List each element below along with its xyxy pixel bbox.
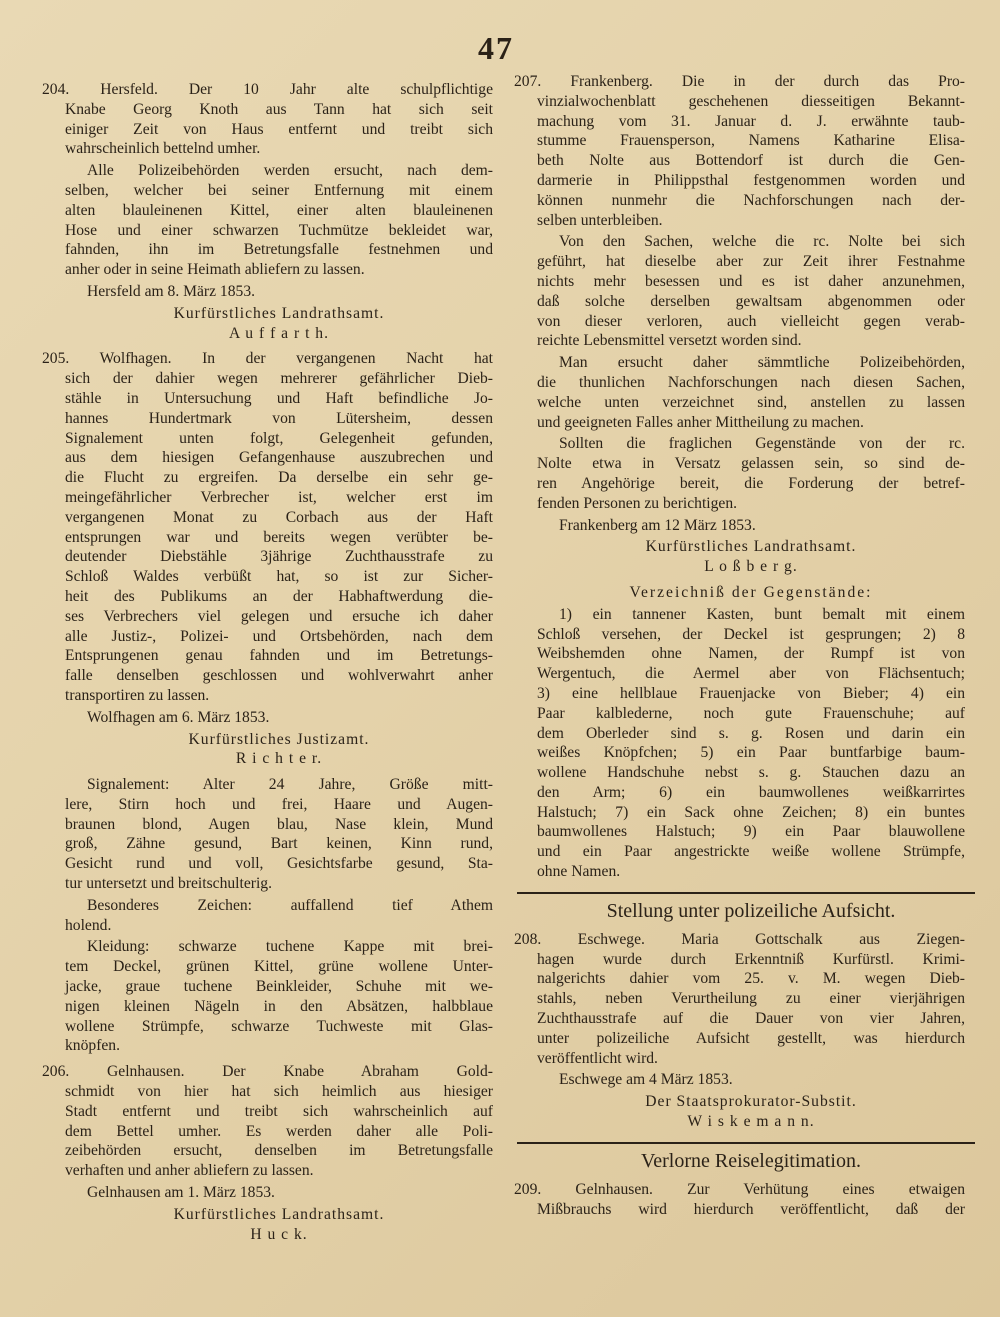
divider — [517, 1142, 975, 1144]
text-line: dem Bettel umher. Es werden daher alle Poli- — [65, 1122, 493, 1140]
text-line: deutender Diebstähle 3jährige Zuchthausstrafe zu — [65, 548, 493, 566]
text-line: tur untersetzt und breitschulterig. — [65, 875, 272, 893]
signature — [537, 1092, 965, 1132]
left-column — [42, 80, 493, 1250]
paragraph — [65, 775, 493, 894]
paragraph — [65, 161, 493, 280]
paragraph — [537, 232, 965, 351]
text-line: die thunlichen Nachforschungen nach diesen Sachen, — [537, 373, 965, 391]
text-line: veröffentlicht wird. — [537, 1049, 658, 1067]
text-line: Entsprungenen genau fahnden und im Betretungs- — [65, 647, 493, 665]
text-line: daß solche derselben gewaltsam abgenommen oder — [537, 292, 965, 310]
text-line: machung vom 31. Januar d. J. erwähnte taub- — [537, 112, 965, 130]
text-line: nalgerichts dahier vom 25. v. M. wegen Dieb- — [537, 970, 965, 988]
date-line — [65, 282, 493, 302]
text-line: A u f f a r t h. — [228, 324, 329, 342]
numbered-notice — [42, 349, 493, 705]
text-line: jacke, graue tuchene Beinkleider, Schuhe mit we- — [65, 978, 493, 996]
text-line: Alle Polizeibehörden werden ersucht, nach dem- — [87, 162, 493, 180]
text-line: fenden Personen zu berichtigen. — [537, 494, 738, 512]
text-line: Hersfeld am 8. März 1853. — [87, 282, 256, 300]
text-line: Halstuch; 7) ein Sack ohne Zeichen; 8) ein buntes — [537, 803, 965, 821]
text-line: nichts mehr besessen und es ist daher anzunehmen, — [537, 272, 965, 290]
paragraph — [65, 937, 493, 1056]
text-line: Von den Sachen, welche die rc. Nolte bei sich — [559, 233, 965, 251]
text-line: groß, Zähne gesund, Bart keinen, Kinn rund, — [65, 835, 493, 853]
text-line: Stellung unter polizeiliche Aufsicht. — [606, 899, 896, 922]
text-line: Man ersucht daher sämmtliche Polizeibehörden, — [559, 354, 965, 372]
text-line: stahls, neben Verurtheilung zu einer vierjährigen — [537, 990, 965, 1008]
text-line: wollene Handschuhe nebst s. g. Stauchen dazu an — [537, 764, 965, 782]
section-heading — [537, 898, 965, 924]
text-line: und geeigneten Falles anher Mittheilung zu machen. — [537, 413, 864, 431]
text-line: Wergentuch, die Aermel aber von Flächsentuch; — [537, 665, 965, 683]
text-line: Nolte etwa in Versatz gelassen sein, so sind de- — [537, 455, 965, 473]
text-line: Verzeichniß der Gegenstände: — [629, 583, 873, 601]
text-line: hagen wurde durch Erkenntniß Kurfürstl. Krimi- — [537, 950, 965, 968]
signature — [65, 304, 493, 344]
text-line: weißes Knöpfchen; 5) ein Paar buntfarbige baum- — [537, 744, 965, 762]
text-line: knöpfen. — [65, 1037, 120, 1055]
text-line: ohne Namen. — [537, 863, 621, 881]
text-line: Zuchthausstrafe auf die Dauer von vier Jahren, — [537, 1010, 965, 1028]
text-line: Kurfürstliches Justizamt. — [188, 730, 370, 748]
text-line: Besonderes Zeichen: auffallend tief Athem — [87, 896, 493, 914]
text-line: nigen kleinen Nägeln in den Absätzen, halbblaue — [65, 997, 493, 1015]
text-line: aus dem hiesigen Gefangenhause auszubrechen und — [65, 449, 493, 467]
paragraph — [537, 605, 965, 882]
text-line: Sollten die fraglichen Gegenstände von der rc. — [559, 435, 965, 453]
text-line: 1) ein tannener Kasten, bunt bemalt mit einem — [559, 605, 965, 623]
text-line: selben, welcher bei seiner Entfernung mit einem — [65, 181, 493, 199]
paragraph — [65, 896, 493, 936]
text-line: Gesicht rund und voll, Gesichtsfarbe gesund, Sta- — [65, 855, 493, 873]
text-line: stumme Frauensperson, Namens Katharine Elisa- — [537, 132, 965, 150]
text-line: Schloß versehen, der Deckel ist gesprungen; 2) 8 — [537, 625, 965, 643]
text-line: 204. Hersfeld. Der 10 Jahr alte schulpflichtige — [42, 81, 493, 98]
date-line — [537, 516, 965, 536]
text-line: Weibshemden ohne Namen, der Rumpf ist von — [537, 645, 965, 663]
text-line: Mißbrauchs wird hierdurch veröffentlicht, daß der — [537, 1200, 965, 1218]
text-line: meingefährlicher Verbrecher ist, welcher erst im — [65, 488, 493, 506]
text-line: transportiren zu lassen. — [65, 686, 210, 704]
text-line: lere, Stirn hoch und frei, Haare und Augen- — [65, 795, 493, 813]
text-line: holend. — [65, 916, 112, 934]
date-line — [537, 1070, 965, 1090]
text-line: braunen blond, Augen blau, Nase klein, Mund — [65, 815, 493, 833]
text-line: und ein Paar angestrickte weiße wollene Strümpfe, — [537, 843, 965, 861]
text-line: heit des Publikums an der Habhaftwerdung die- — [65, 587, 493, 605]
text-line: L o ß b e r g. — [704, 558, 798, 576]
text-line: entsprungen war und bereits wegen verübter be- — [65, 528, 493, 546]
text-line: tem Deckel, grünen Kittel, grüne wollene Unter- — [65, 958, 493, 976]
text-line: anher oder in seine Heimath abliefern zu lassen. — [65, 261, 365, 279]
text-line: ses Verbrechers viel gelegen und ersuche ich daher — [65, 607, 493, 625]
text-line: baumwollenes Halstuch; 9) ein Paar blauwollene — [537, 823, 965, 841]
text-line: R i c h t e r. — [235, 750, 323, 768]
text-line: Paar kalblederne, noch gute Frauenschuhe; auf — [537, 704, 965, 722]
text-line: 209. Gelnhausen. Zur Verhütung eines etwaigen — [514, 1180, 965, 1198]
text-line: dem Oberleder sind s. g. Rosen und darin ein — [537, 724, 965, 742]
text-line: unter polizeiliche Aufsicht gestellt, was hierdurch — [537, 1029, 965, 1047]
text-line: wahrscheinlich bettelnd umher. — [65, 140, 261, 158]
text-line: Wolfhagen am 6. März 1853. — [87, 708, 270, 726]
signature — [537, 537, 965, 577]
text-line: zeibehörden ersucht, denselben im Betretungsfalle — [65, 1142, 493, 1160]
text-line: sich der dahier wegen mehrerer gefährlicher Dieb- — [65, 370, 493, 388]
text-line: Gelnhausen am 1. März 1853. — [87, 1184, 275, 1202]
text-line: Hose und einer schwarzen Tuchmütze bekleidet war, — [65, 221, 493, 239]
text-line: den Arm; 6) ein baumwollenes weißkarrirtes — [537, 783, 965, 801]
text-line: hannes Hundertmark von Lütersheim, dessen — [65, 409, 493, 427]
text-line: Frankenberg am 12 März 1853. — [559, 516, 756, 534]
divider — [517, 892, 975, 894]
text-line: falle denselben geschlossen und wohlverwahrt anher — [65, 667, 493, 685]
text-line: 208. Eschwege. Maria Gottschalk aus Ziegen- — [514, 930, 965, 948]
text-line: 207. Frankenberg. Die in der durch das Pro- — [514, 73, 965, 90]
text-line: Kurfürstliches Landrathsamt. — [645, 538, 857, 556]
list-heading — [537, 583, 965, 603]
text-line: Kleidung: schwarze tuchene Kappe mit brei- — [87, 938, 493, 956]
text-line: geführt, hat dieselbe aber zur Zeit ihrer Festnahme — [537, 253, 965, 271]
text-line: von dieser verloren, auch vielleicht gegen verab- — [537, 312, 965, 330]
numbered-notice — [42, 1062, 493, 1181]
text-line: reichte Lebensmittel versetzt worden sind. — [537, 332, 802, 350]
text-line: schmidt von hier hat sich heimlich aus hiesiger — [65, 1083, 493, 1101]
date-line — [65, 708, 493, 728]
text-line: ren Angehörige bereit, die Forderung der betref- — [537, 474, 965, 492]
text-line: Knabe Georg Knoth aus Tann hat sich seit — [65, 100, 493, 118]
text-line: verhaften und anher abliefern zu lassen. — [65, 1162, 314, 1180]
text-line: Kurfürstliches Landrathsamt. — [173, 304, 385, 322]
text-line: darmerie in Philippsthal festgenommen worden und — [537, 171, 965, 189]
text-line: W i s k e m a n n. — [687, 1113, 815, 1131]
numbered-notice — [514, 930, 965, 1069]
date-line — [65, 1183, 493, 1203]
signature — [65, 1205, 493, 1245]
text-line: Signalement: Alter 24 Jahre, Größe mitt- — [87, 776, 493, 794]
text-line: einiger Zeit von Haus entfernt und treibt sich — [65, 120, 493, 138]
text-line: können nunmehr die Nachforschungen nach der- — [537, 191, 965, 209]
right-column — [514, 72, 965, 1221]
text-line: Schloß Waldes verbüßt hat, so ist zur Sicher- — [65, 568, 493, 586]
text-line: vinzialwochenblatt geschehenen diesseitigen Bekannt- — [537, 92, 965, 110]
text-line: Stadt entfernt und treibt sich wahrscheinlich auf — [65, 1102, 493, 1120]
text-line: selben unterbleiben. — [537, 211, 663, 229]
section-heading — [537, 1148, 965, 1174]
text-line: Kurfürstliches Landrathsamt. — [173, 1205, 385, 1223]
page-number: 47 — [478, 30, 514, 66]
text-line: Eschwege am 4 März 1853. — [559, 1071, 733, 1089]
text-line: fahnden, ihn im Betretungsfalle festnehmen und — [65, 241, 493, 259]
text-line: H u c k. — [250, 1225, 308, 1243]
text-line: wollene Strümpfe, schwarze Tuchweste mit Glas- — [65, 1017, 493, 1035]
text-line: alten blauleinenen Kittel, einer alten blauleinenen — [65, 201, 493, 219]
paragraph — [537, 434, 965, 513]
text-line: Signalement unten folgt, Gelegenheit gefunden, — [65, 429, 493, 447]
text-line: 3) eine hellblaue Frauenjacke von Bieber; 4) ein — [537, 684, 965, 702]
text-line: Verlorne Reiselegitimation. — [641, 1149, 861, 1172]
numbered-notice — [42, 80, 493, 159]
text-line: vergangenen Monat zu Corbach aus der Haft — [65, 508, 493, 526]
text-line: alle Justiz-, Polizei- und Ortsbehörden, nach dem — [65, 627, 493, 645]
text-line: 206. Gelnhausen. Der Knabe Abraham Gold- — [42, 1063, 493, 1081]
text-line: die Flucht zu ergreifen. Da derselbe ein sehr ge- — [65, 469, 493, 487]
text-line: beth Nolte aus Bottendorf ist durch die Gen- — [537, 152, 965, 170]
text-line: 205. Wolfhagen. In der vergangenen Nacht hat — [42, 350, 493, 368]
numbered-notice — [514, 1180, 965, 1220]
text-line: Der Staatsprokurator-Substit. — [645, 1093, 857, 1111]
numbered-notice — [514, 72, 965, 230]
paragraph — [537, 353, 965, 432]
signature — [65, 730, 493, 770]
text-line: stähle in Untersuchung und Haft befindliche Jo- — [65, 389, 493, 407]
text-line: welche unten verzeichnet sind, anstellen zu lassen — [537, 393, 965, 411]
